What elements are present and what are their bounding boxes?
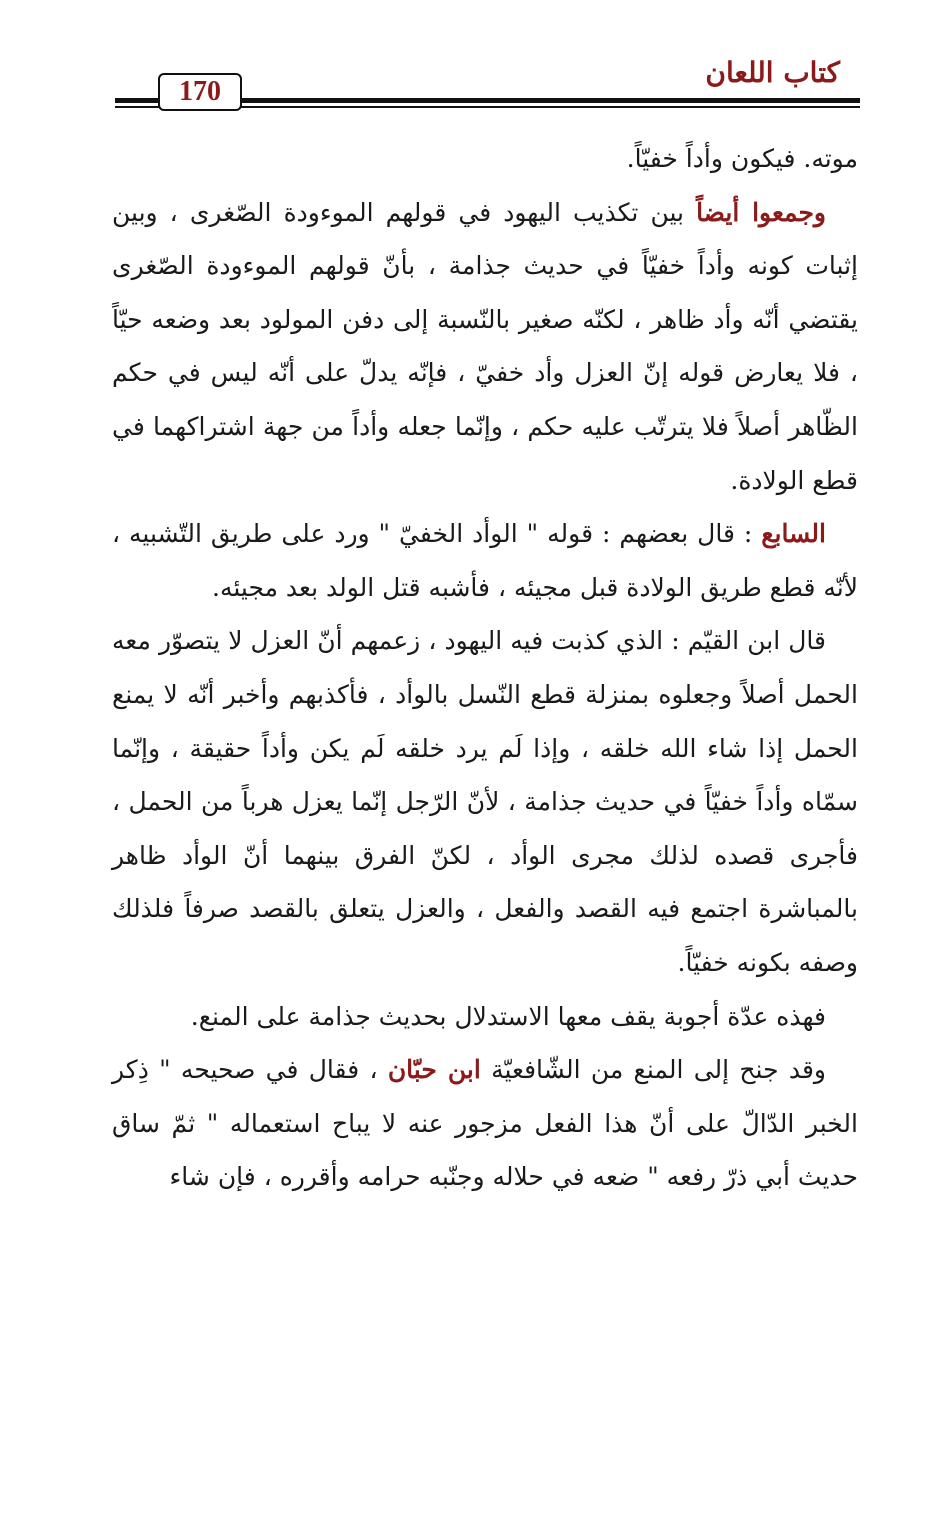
paragraph-text: فهذه عدّة أجوبة يقف معها الاستدلال بحديث جذامة على المنع.	[190, 1001, 826, 1031]
paragraph-jamau	[112, 186, 858, 508]
paragraph-text: بين تكذيب اليهود في قولهم الموءودة الصّغرى ، وبين إثبات كونه وأداً خفيّاً في حديث جذامة ، بأنّ قولهم الموءودة الصّغرى يقتضي أنّه وأد ظاهر ، لكنّه صغير بالنّسبة إلى دفن المولود بعد وضعه حيّاً ، فلا يعارض قوله إنّ العزل وأد خفيّ ، فإنّه يدلّ على أنّه ليس في حكم الظّاهر أصلاً فلا يترتّب عليه حكم ، وإنّما جعله وأداً من جهة اشتراكهما في قطع الولادة.	[112, 197, 858, 495]
paragraph-text: ، فقال في صحيحه " ذِكر الخبر الدّالّ على أنّ هذا الفعل مزجور عنه لا يباح استعماله " ثمّ ساق حديث أبي ذرّ رفعه " ضعه في حلاله وجنّبه حرامه وأقرره ، فإن شاء	[112, 1055, 858, 1192]
highlighted-heading: وجمعوا أيضاً	[696, 197, 826, 227]
paragraph-seventh	[112, 507, 858, 614]
page-number: 170	[158, 73, 242, 111]
paragraph-ibn-hibban	[112, 1043, 858, 1204]
paragraph-text: وقد جنح إلى المنع من الشّافعيّة	[480, 1055, 826, 1085]
highlighted-heading: السابع	[761, 519, 826, 549]
page-header	[0, 0, 945, 130]
paragraph-answers-summary	[112, 990, 858, 1044]
paragraph-text: قال ابن القيّم : الذي كذبت فيه اليهود ، زعمهم أنّ العزل لا يتصوّر معه الحمل أصلاً وجعلوه بمنزلة قطع النّسل بالوأد ، فأكذبهم وأخبر أنّه لا يمنع الحمل إذا شاء الله خلقه ، وإذا لَم يرد خلقه لَم يكن وأداً حقيقة ، وإنّما سمّاه وأداً خفيّاً في حديث جذامة ، لأنّ الرّجل إنّما يعزل هرباً من الحمل ، فأجرى قصده لذلك مجرى الوأد ، لكنّ الفرق بينهما أنّ الوأد ظاهر بالمباشرة اجتمع فيه القصد والفعل ، والعزل يتعلق بالقصد صرفاً فلذلك وصفه بكونه خفيّاً.	[112, 626, 858, 977]
paragraph-continuation	[112, 132, 858, 186]
paragraph-text: : قال بعضهم : قوله " الوأد الخفيّ " ورد على طريق التّشبيه ، لأنّه قطع طريق الولادة قبل مجيئه ، فأشبه قتل الولد بعد مجيئه.	[112, 519, 858, 602]
page-body	[112, 132, 858, 1204]
paragraph-ibn-qayyim	[112, 614, 858, 989]
book-title: كتاب اللعان	[705, 56, 840, 89]
paragraph-text: موته. فيكون وأداً خفيّاً.	[626, 144, 858, 173]
highlighted-name: ابن حبّان	[387, 1055, 481, 1085]
